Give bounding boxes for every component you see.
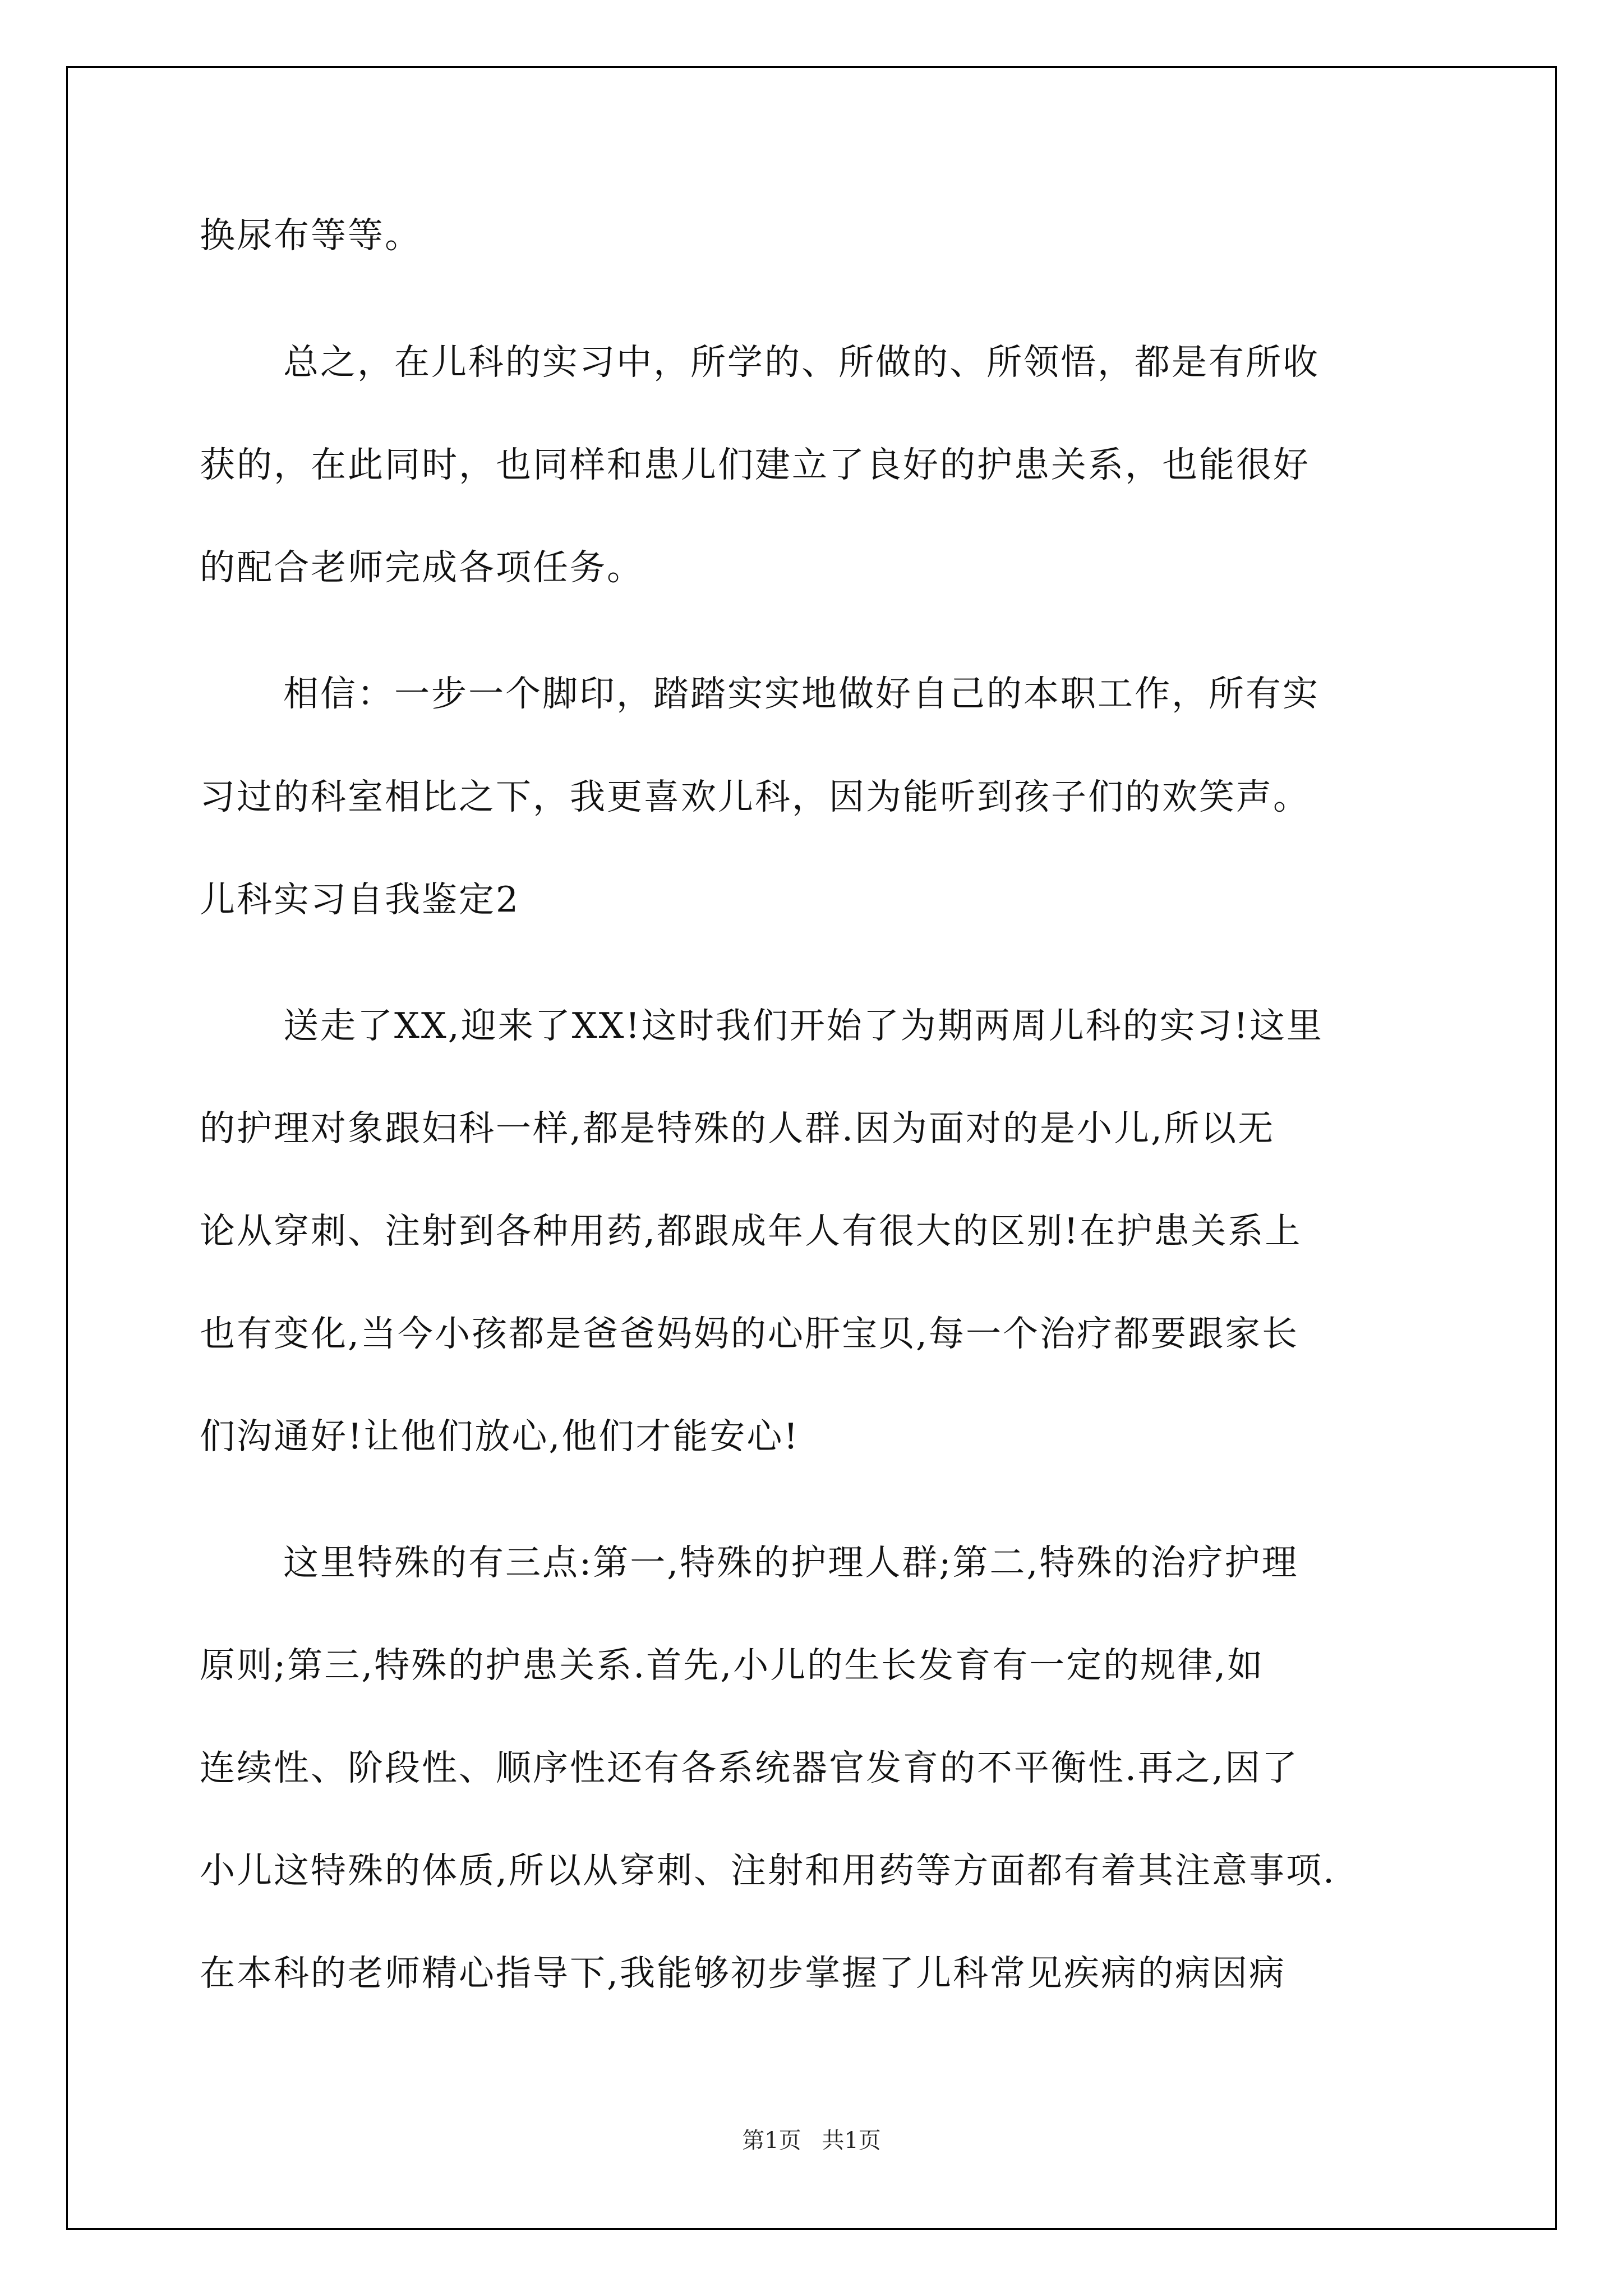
paragraph-line: 论从穿刺、注射到各种用药,都跟成年人有很大的区别!在护患关系上 bbox=[200, 1211, 1302, 1251]
paragraph-line: 总之，在儿科的实习中，所学的、所做的、所领悟，都是有所收 bbox=[283, 342, 1320, 383]
page-total: 共1页 bbox=[822, 2128, 881, 2154]
paragraph-line: 在本科的老师精心指导下,我能够初步掌握了儿科常见疾病的病因病 bbox=[200, 1953, 1287, 1994]
page-number: 第1页 bbox=[742, 2128, 801, 2154]
paragraph-line: 小儿这特殊的体质,所以从穿刺、注射和用药等方面都有着其注意事项. bbox=[200, 1850, 1336, 1891]
section-heading: 儿科实习自我鉴定2 bbox=[200, 879, 520, 920]
paragraph-line: 连续性、阶段性、顺序性还有各系统器官发育的不平衡性.再之,因了 bbox=[200, 1747, 1299, 1788]
paragraph-line: 相信：一步一个脚印，踏踏实实地做好自己的本职工作，所有实 bbox=[283, 673, 1320, 714]
paragraph-line: 原则;第三,特殊的护患关系.首先,小儿的生长发育有一定的规律,如 bbox=[200, 1645, 1265, 1686]
paragraph-line: 换尿布等等。 bbox=[200, 215, 422, 256]
paragraph-line: 获的，在此同时，也同样和患儿们建立了良好的护患关系，也能很好 bbox=[200, 444, 1310, 485]
paragraph-line: 的配合老师完成各项任务。 bbox=[200, 547, 644, 588]
paragraph-line: 送走了XX,迎来了XX!这时我们开始了为期两周儿科的实习!这里 bbox=[283, 1005, 1324, 1046]
paragraph-line: 的护理对象跟妇科一样,都是特殊的人群.因为面对的是小儿,所以无 bbox=[200, 1108, 1275, 1149]
paragraph-line: 这里特殊的有三点:第一,特殊的护理人群;第二,特殊的治疗护理 bbox=[283, 1542, 1299, 1583]
paragraph-line: 习过的科室相比之下，我更喜欢儿科，因为能听到孩子们的欢笑声。 bbox=[200, 776, 1310, 817]
paragraph-line: 也有变化,当今小孩都是爸爸妈妈的心肝宝贝,每一个治疗都要跟家长 bbox=[200, 1313, 1299, 1354]
page-footer bbox=[0, 2125, 1623, 2156]
paragraph-line: 们沟通好!让他们放心,他们才能安心! bbox=[200, 1416, 800, 1457]
